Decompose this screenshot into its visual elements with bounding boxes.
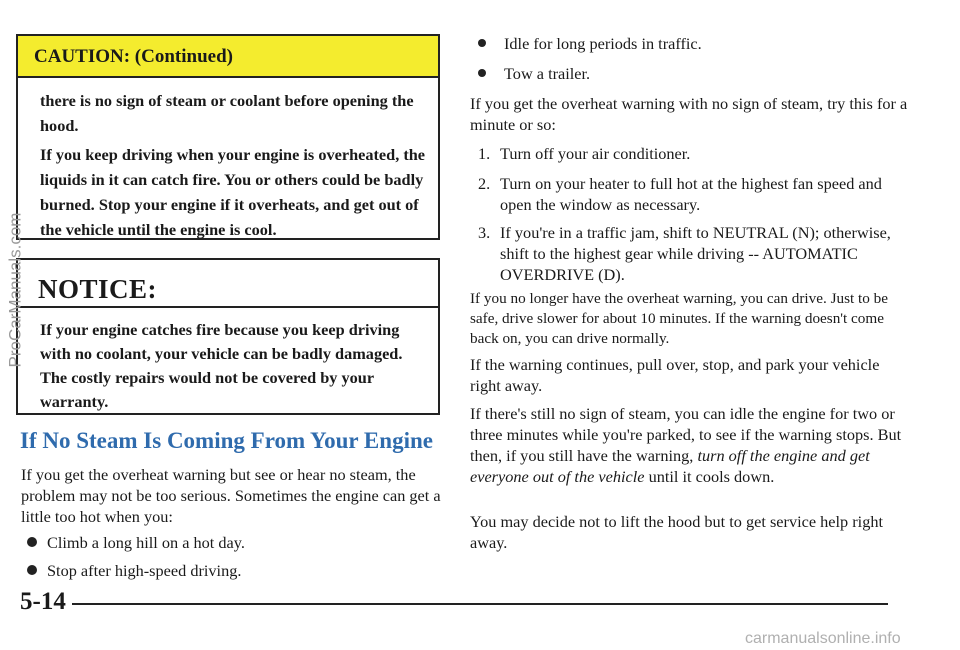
notice-body	[18, 308, 438, 414]
caution-paragraph: there is no sign of steam or coolant before opening the hood.	[40, 91, 414, 135]
step-text: Turn on your heater to full hot at the highest fan speed and open the window as necessary.	[500, 174, 882, 214]
paragraph	[470, 403, 910, 487]
step-item	[478, 143, 898, 164]
paragraph: If the warning continues, pull over, stop, and park your vehicle right away.	[470, 355, 880, 395]
notice-paragraph: If your engine catches fire because you keep driving with no coolant, your vehicle can be badly damaged. The costly repairs would not be covered by your warranty.	[40, 320, 403, 411]
step-text: Turn off your air conditioner.	[500, 144, 691, 163]
section-intro: If you get the overheat warning but see or hear no steam, the problem may not be too serious. Sometimes the engine can get a little too hot when you:	[21, 465, 441, 526]
section-heading: If No Steam Is Coming From Your Engine	[20, 428, 433, 453]
caution-body	[18, 78, 438, 242]
list-item-text: Tow a trailer.	[504, 64, 591, 83]
paragraph-text: If there's still no sign of steam, you can idle the engine for two or three minutes while you're parked, to see if the warning stops. But then, if you still have the warning,	[470, 404, 902, 465]
caution-paragraph: If you keep driving when your engine is overheated, the liquids in it can catch fire. You or others could be badly burned. Stop your engine if it overheats, and get out of the vehicle until the engine is cool.	[40, 145, 426, 239]
caution-header: CAUTION: (Continued)	[18, 36, 438, 78]
list-item	[27, 533, 245, 553]
list-item-text: Stop after high-speed driving.	[47, 561, 242, 580]
list-item-text: Climb a long hill on a hot day.	[47, 533, 245, 552]
paragraph-text: until it cools down.	[648, 467, 775, 486]
steps-intro: If you get the overheat warning with no sign of steam, try this for a minute or so:	[470, 94, 908, 134]
list-item	[478, 64, 590, 84]
paragraph: You may decide not to lift the hood but to get service help right away.	[470, 512, 883, 552]
step-number: 1.	[478, 144, 491, 163]
paragraph: If you no longer have the overheat warning, you can drive. Just to be safe, drive slower for about 10 minutes. If the warning doesn't come back on, you can drive normally.	[470, 290, 888, 347]
bullet-icon	[478, 69, 486, 77]
notice-box	[16, 258, 440, 415]
notice-header: NOTICE:	[18, 260, 438, 308]
page-number: 5-14	[20, 588, 66, 615]
emphasis-text: turn off the engine and get everyone out of the vehicle	[470, 446, 870, 486]
bullet-icon	[478, 39, 486, 47]
step-number: 3.	[478, 223, 491, 242]
bullet-icon	[27, 537, 37, 547]
step-item	[478, 173, 898, 215]
list-item	[27, 561, 241, 581]
footer-divider	[72, 603, 888, 605]
caution-box	[16, 34, 440, 240]
step-text: If you're in a traffic jam, shift to NEUTRAL (N); otherwise, shift to the highest gear while driving -- AUTOMATIC OVERDRIVE (D).	[500, 223, 891, 284]
step-number: 2.	[478, 174, 491, 193]
list-item	[478, 34, 702, 54]
bottom-watermark: carmanualsonline.info	[745, 630, 901, 647]
step-item	[478, 222, 898, 285]
bullet-icon	[27, 565, 37, 575]
side-watermark: ProCarManuals.com	[5, 212, 25, 368]
list-item-text: Idle for long periods in traffic.	[504, 34, 702, 53]
